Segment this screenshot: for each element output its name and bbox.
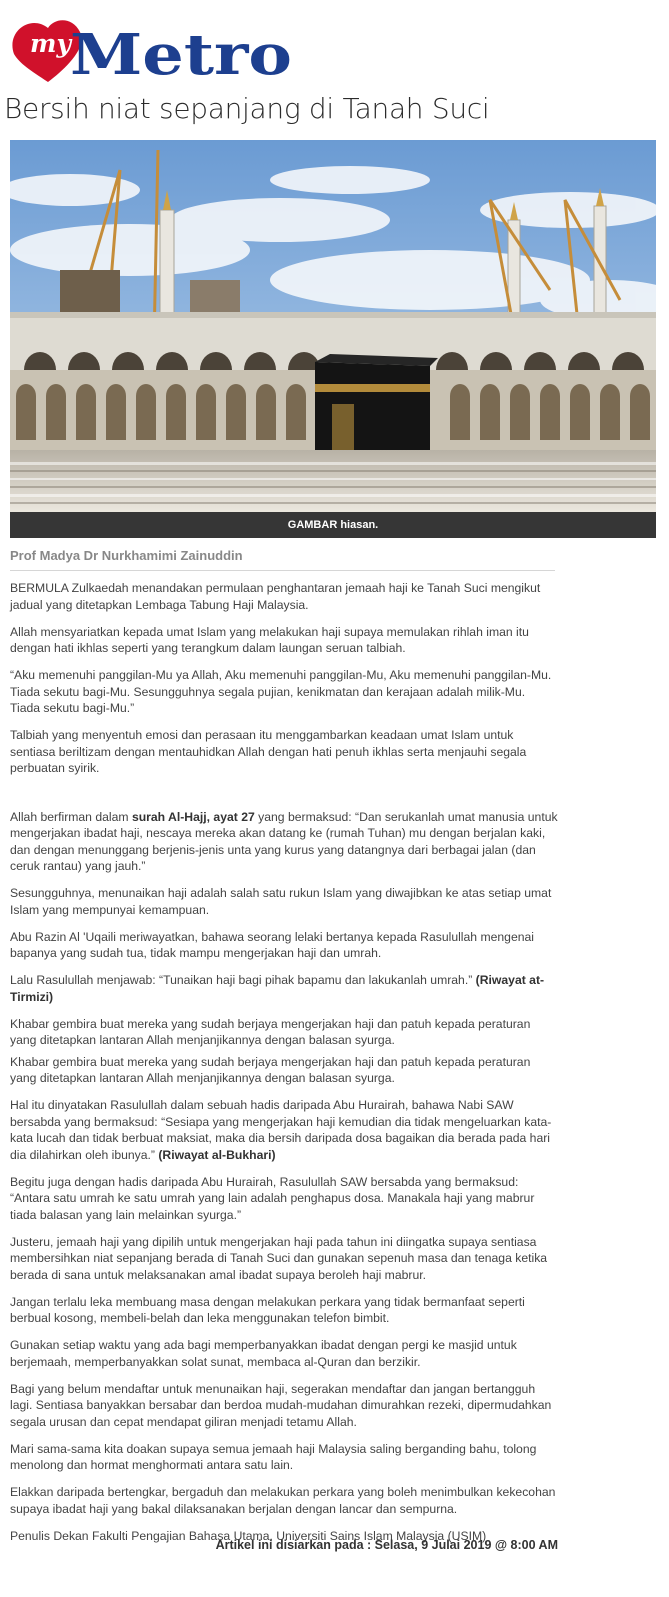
quran-reference: surah Al-Hajj, ayat 27: [131, 809, 255, 824]
paragraph: Abu Razin Al 'Uqaili meriwayatkan, bahawa seorang lelaki bertanya kepada Rasulullah mengenai bapanya yang sudah tua, tidak mampu mengerjakan haji dan umrah.: [10, 929, 534, 960]
logo-word: Metro: [70, 22, 292, 84]
paragraph: Khabar gembira buat mereka yang sudah berjaya mengerjakan haji dan patuh kepada peraturan yang ditetapkan lantaran Allah menjanjikannya dengan balasan syurga.: [10, 1054, 531, 1085]
paragraph: Hal itu dinyatakan Rasulullah dalam sebuah hadis daripada Abu Hurairah, bahawa Nabi SAW bersabda yang bermaksud: “Sesiapa yang mengerjakan haji kemudian dia tidak mengeluarkan kata-kata lucah dan tidak berbuat maksiat, maka dia bersih daripada dosa bagaikan dia berada pada hari dia dilahirkan oleh ibunya.” (Riwayat al-Bukhari): [10, 1098, 552, 1162]
author-note: Penulis Dekan Fakulti Pengajian Bahasa Utama, Universiti Sains Islam Malaysia (USIM): [10, 1528, 487, 1543]
paragraph: BERMULA Zulkaedah menandakan permulaan penghantaran jemaah haji ke Tanah Suci mengikut jadual yang ditetapkan Lembaga Tabung Haji Malaysia.: [10, 581, 541, 612]
paragraph: Bagi yang belum mendaftar untuk menunaikan haji, segerakan mendaftar dan jangan bertangguh lagi. Sentiasa banyakkan bersabar dan berdoa mudah-mudahan dimurahkan rezeki, dipermudahkan segala urusan dan cepat mendapat giliran menjadi tetamu Allah.: [10, 1381, 552, 1429]
paragraph: Allah mensyariatkan kepada umat Islam yang melakukan haji supaya memulakan rihlah iman itu dengan hati ikhlas seperti yang terangkum dalam laungan seruan talbiah.: [10, 624, 529, 655]
paragraph: Gunakan setiap waktu yang ada bagi memperbanyakkan ibadat dengan pergi ke masjid untuk berjemaah, memperbanyakkan solat sunat, membaca al-Quran dan berzikir.: [10, 1338, 517, 1369]
paragraph: Sesungguhnya, menunaikan haji adalah salah satu rukun Islam yang diwajibkan ke atas setiap umat Islam yang mempunyai kemampuan.: [10, 886, 552, 917]
paragraph: Begitu juga dengan hadis daripada Abu Hurairah, Rasulullah SAW bersabda yang bermaksud: “Antara satu umrah ke satu umrah yang lain adalah penghapus dosa. Manakala haji yang mabrur tiada balasan yang lain melainkan syurga.”: [10, 1174, 535, 1222]
paragraph: “Aku memenuhi panggilan-Mu ya Allah, Aku memenuhi panggilan-Mu, Aku memenuhi panggilan-Mu. Tiada sekutu bagi-Mu. Sesungguhnya segala pujian, kenikmatan dan kerajaan adalah milik-Mu. Tiada sekutu bagi-Mu.”: [10, 668, 552, 715]
paragraph: Khabar gembira buat mereka yang sudah berjaya mengerjakan haji dan patuh kepada peraturan yang ditetapkan lantaran Allah menjanjikannya dengan balasan syurga.: [10, 1016, 531, 1047]
article-headline: Bersih niat sepanjang di Tanah Suci: [4, 92, 490, 125]
paragraph: Mari sama-sama kita doakan supaya semua jemaah haji Malaysia saling berganding bahu, tolong menolong dan hormat menghormati antara satu lain.: [10, 1441, 537, 1472]
hadith-reference: (Riwayat al-Bukhari): [158, 1147, 276, 1162]
paragraph: Jangan terlalu leka membuang masa dengan melakukan perkara yang tidak bermanfaat seperti berbual kosong, membeli-belah dan leka menggunakan telefon bimbit.: [10, 1294, 525, 1325]
article-body: [10, 580, 558, 1555]
paragraph: Elakkan daripada bertengkar, bergaduh dan melakukan perkara yang boleh menimbulkan kekecohan supaya ibadat haji yang bakal dilaksanakan berjalan dengan lancar dan sempurna.: [10, 1485, 556, 1516]
paragraph: Justeru, jemaah haji yang dipilih untuk mengerjakan haji pada tahun ini diingatka supaya sentiasa membersihkan niat sepanjang berada di Tanah Suci dan gunakan sepenuh masa dan tenaga ketika berada di sana untuk melaksanakan amal ibadat supaya beroleh haji mabrur.: [10, 1234, 548, 1282]
paragraph: Allah berfirman dalam surah Al-Hajj, ayat 27 yang bermaksud: “Dan serukanlah umat manusia untuk mengerjakan ibadat haji, nescaya mereka akan datang ke (rumah Tuhan) mu dengan berjalan kaki, dan dengan menunggang berjenis-jenis unta yang kurus yang datangnya dari berbagai jalan (dan ceruk rantau) yang jauh.”: [10, 809, 558, 873]
divider: [10, 570, 555, 571]
photo-caption: GAMBAR hiasan.: [10, 512, 656, 538]
paragraph: Lalu Rasulullah menjawab: “Tunaikan haji bagi pihak bapamu dan lakukanlah umrah.” (Riwayat at-Tirmizi): [10, 973, 545, 1004]
author-byline: Prof Madya Dr Nurkhamimi Zainuddin: [10, 548, 243, 563]
paragraph: Talbiah yang menyentuh emosi dan perasaan itu menggambarkan keadaan umat Islam untuk sentiasa beriltizam dengan mentauhidkan Allah dengan hati penuh ikhlas serta menjauhi segala perbuatan syirik.: [10, 728, 527, 775]
article-photo: [10, 140, 656, 512]
logo-prefix: my: [30, 29, 71, 58]
mymetro-logo[interactable]: [8, 8, 298, 84]
publish-date: Artikel ini disiarkan pada : Selasa, 9 Julai 2019 @ 8:00 AM: [215, 1538, 558, 1552]
hadith-reference: (Riwayat at-Tirmizi): [10, 973, 545, 1004]
